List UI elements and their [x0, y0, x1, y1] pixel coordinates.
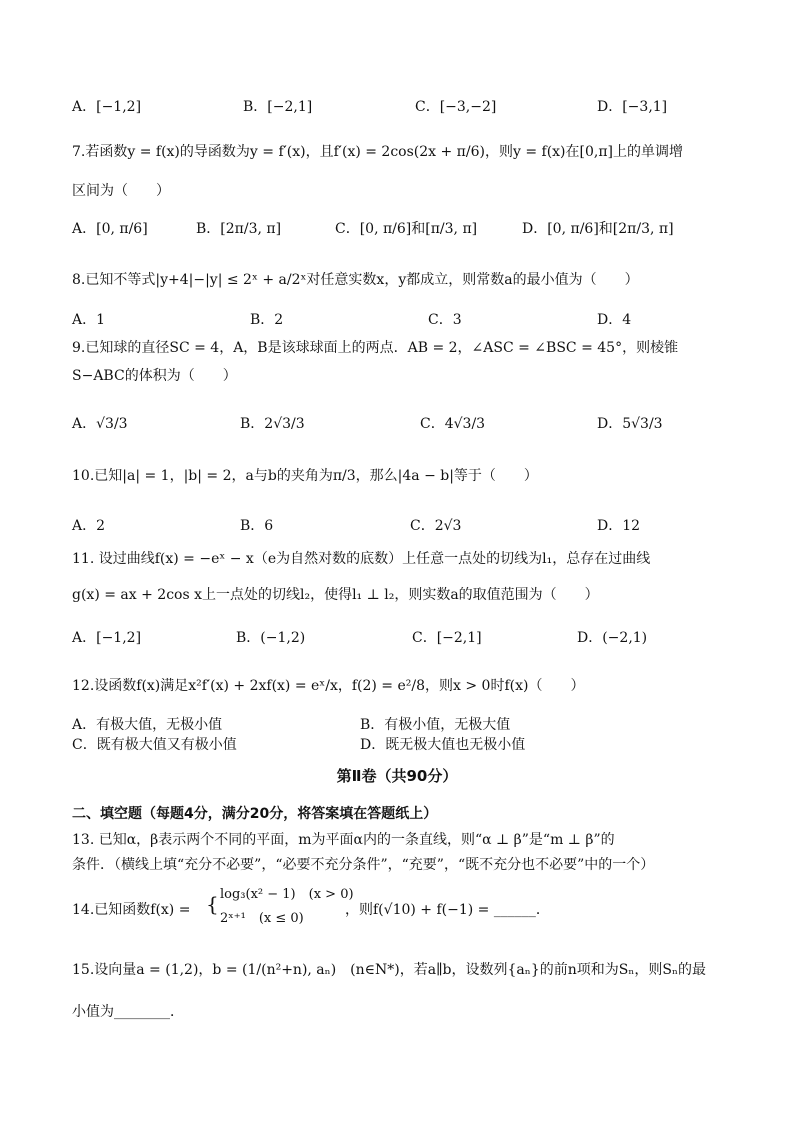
q14-suffix: ，则f(√10) + f(−1) = ______． — [345, 902, 550, 918]
q13-line2: 条件．（横线上填“充分不必要”，“必要不充分条件”，“充要”，“既不充分也不必要”中的一个） — [72, 857, 655, 873]
q6-option-c: C．[−3,−2] — [415, 99, 497, 115]
q8-option-d: D．4 — [597, 312, 632, 328]
q15-line1: 15.设向量a = (1,2)，b = (1/(n²+n), aₙ) (n∈N*)，若a∥b，设数列{aₙ}的前n项和为Sₙ，则Sₙ的最 — [72, 962, 707, 978]
q11-option-c: C．[−2,1] — [412, 630, 482, 646]
q6-option-a: A．[−1,2] — [72, 99, 142, 115]
q14-case2: 2ˣ⁺¹ (x ≤ 0) — [220, 911, 304, 926]
q9-stem-line1: 9.已知球的直径SC = 4，A，B是该球球面上的两点．AB = 2，∠ASC = ∠BSC = 45°，则棱锥 — [72, 340, 679, 356]
q9-stem-line2: S−ABC的体积为（ ） — [72, 368, 237, 384]
q10-stem: 10.已知|a| = 1，|b| = 2，a与b的夹角为π/3，那么|4a − b|等于（ ） — [72, 468, 538, 484]
q12-stem: 12.设函数f(x)满足x²f′(x) + 2xf(x) = eˣ/x，f(2) = e²/8，则x > 0时f(x)（ ） — [72, 678, 585, 694]
q8-option-b: B．2 — [250, 312, 284, 328]
q7-stem-line2: 区间为（ ） — [72, 183, 170, 199]
q10-option-c: C．2√3 — [410, 518, 462, 534]
q8-option-a: A．1 — [72, 312, 106, 328]
q14-prefix: 14.已知函数f(x) = — [72, 902, 191, 918]
q7-option-a: A．[0, π/6] — [72, 221, 148, 237]
part2-title: 第Ⅱ卷（共90分） — [336, 767, 458, 785]
q14-case1: log₃(x² − 1) (x > 0) — [220, 887, 354, 902]
q8-option-c: C．3 — [428, 312, 462, 328]
q6-option-b: B．[−2,1] — [243, 99, 313, 115]
q9-option-d: D．5√3/3 — [597, 416, 663, 432]
q13-line1: 13. 已知α，β表示两个不同的平面，m为平面α内的一条直线，则“α ⊥ β”是“m ⊥ β”的 — [72, 832, 615, 848]
q6-option-d: D．[−3,1] — [597, 99, 668, 115]
q11-option-a: A．[−1,2] — [72, 630, 142, 646]
q9-option-c: C．4√3/3 — [420, 416, 486, 432]
q11-option-b: B．(−1,2) — [236, 630, 306, 646]
q11-option-d: D．(−2,1) — [577, 630, 648, 646]
q8-stem: 8.已知不等式|y+4|−|y| ≤ 2ˣ + a/2ˣ对任意实数x，y都成立，则常数a的最小值为（ ） — [72, 272, 639, 288]
q10-option-a: A．2 — [72, 518, 106, 534]
q7-option-c: C．[0, π/6]和[π/3, π] — [335, 221, 478, 237]
q11-stem-line2: g(x) = ax + 2cos x上一点处的切线l₂，使得l₁ ⊥ l₂，则实数a的取值范围为（ ） — [72, 587, 599, 603]
q12-option-b: B．有极小值，无极大值 — [360, 717, 511, 733]
q14-brace: { — [206, 892, 219, 916]
q12-option-d: D．既无极大值也无极小值 — [360, 737, 526, 753]
q7-option-b: B．[2π/3, π] — [196, 221, 282, 237]
q9-option-b: B．2√3/3 — [240, 416, 305, 432]
fill-section-title: 二、填空题（每题4分，满分20分，将答案填在答题纸上） — [72, 806, 438, 822]
q9-option-a: A．√3/3 — [72, 416, 128, 432]
q10-option-b: B．6 — [240, 518, 274, 534]
q7-stem-line1: 7.若函数y = f(x)的导函数为y = f′(x)，且f′(x) = 2cos(2x + π/6)，则y = f(x)在[0,π]上的单调增 — [72, 144, 683, 160]
q12-option-a: A．有极大值，无极小值 — [72, 717, 223, 733]
q12-option-c: C．既有极大值又有极小值 — [72, 737, 237, 753]
q11-stem-line1: 11. 设过曲线f(x) = −eˣ − x（e为自然对数的底数）上任意一点处的切线为l₁，总存在过曲线 — [72, 551, 651, 567]
q15-line2: 小值为________． — [72, 1004, 184, 1020]
q7-option-d: D．[0, π/6]和[2π/3, π] — [522, 221, 674, 237]
q10-option-d: D．12 — [597, 518, 641, 534]
